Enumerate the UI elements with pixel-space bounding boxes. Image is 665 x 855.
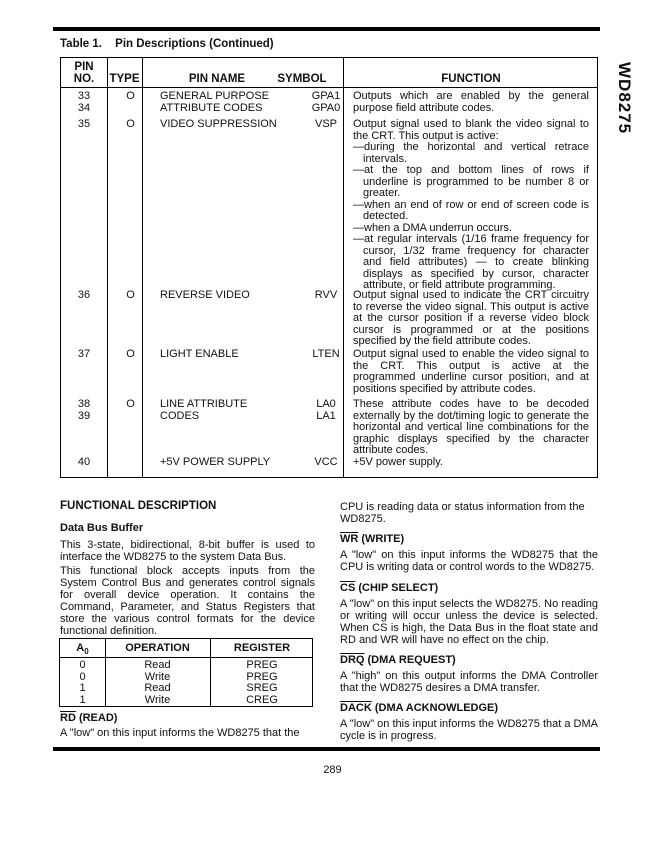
- op-table-row: [60, 671, 312, 683]
- cont-text: CPU is reading data or status information from the WD8275.: [340, 501, 585, 525]
- function-line: —at regular intervals (1/16 frame frequency for cursor, 1/32 frame frequency for character and field attributes) — to create blinking displays as specified by cursor, character attribute, or field attribute programming.: [353, 233, 589, 291]
- function-line: These attribute codes have to be decoded externally by the dot/timing logic to generate the horizontal and vertical line combinations for the graphic displays specified by the character attribute codes.: [353, 398, 589, 456]
- function-line: Output signal used to indicate the CRT circuitry to reverse the video signal. This output is active at the cursor position if a reverse video block cursor is programmed or at the positions specified by the field attribute codes.: [353, 289, 589, 347]
- data-bus-heading: Data Bus Buffer: [60, 522, 144, 534]
- op-table-cell: PREG: [246, 670, 278, 683]
- rd-text: A "low" on this input informs the WD8275 that the: [60, 727, 300, 739]
- pin-symbol: VCC: [314, 456, 338, 468]
- drq-heading: $\overline{DRQ}$ (DMA REQUEST): [340, 654, 456, 666]
- pin-number: 35: [77, 118, 91, 130]
- op-table-cell: Read: [144, 659, 171, 671]
- header-pin-name: PIN NAME: [188, 73, 246, 85]
- header-function: FUNCTION: [441, 73, 501, 85]
- pin-number: 40: [77, 456, 91, 468]
- function-line: —at the top and bottom lines of rows if underline is programmed to be number 8 or greater.: [353, 164, 589, 199]
- pin-name: REVERSE VIDEO: [160, 289, 250, 301]
- op-header-register: REGISTER: [233, 642, 291, 654]
- header-pin-no: PIN NO.: [73, 61, 95, 85]
- function-line: —when an end of row or end of screen code is detected.: [353, 198, 589, 222]
- pin-type: O: [126, 398, 135, 410]
- op-table-row: [60, 659, 312, 671]
- function-line: Outputs which are enabled by the general purpose field attribute codes.: [353, 90, 589, 114]
- cs-heading: $\overline{CS}$ (CHIP SELECT): [340, 582, 439, 594]
- header-type: TYPE: [109, 73, 140, 85]
- pin-symbol: LA0 LA1: [316, 398, 336, 422]
- pin-symbol: RVV: [314, 289, 338, 301]
- op-table-cell: Read: [144, 682, 171, 694]
- header-symbol: SYMBOL: [277, 73, 327, 85]
- pin-name: LINE ATTRIBUTE CODES: [160, 398, 248, 422]
- op-table-cell: 1: [79, 682, 86, 694]
- side-title: WD8275: [615, 62, 634, 135]
- pin-name: LIGHT ENABLE: [160, 348, 239, 360]
- op-table-cell: Write: [144, 693, 171, 706]
- data-bus-para1: This 3-state, bidirectional, 8-bit buffer is used to interface the WD8275 to the system Data Bus.: [60, 539, 315, 563]
- function-line: +5V power supply.: [353, 456, 443, 468]
- functional-description-heading: FUNCTIONAL DESCRIPTION: [60, 500, 217, 512]
- op-header-operation: OPERATION: [125, 642, 190, 654]
- op-table-cell: 0: [79, 659, 86, 671]
- pin-function: [353, 457, 589, 469]
- pin-number: 33 34: [77, 90, 91, 114]
- op-table-row: [60, 694, 312, 706]
- pin-type: O: [126, 118, 135, 130]
- table-caption: [60, 38, 284, 50]
- op-table-cell: SREG: [246, 682, 278, 694]
- op-table-cell: 0: [79, 670, 86, 683]
- pin-type: O: [126, 90, 135, 102]
- pin-function: [353, 290, 589, 348]
- pin-number: 36: [77, 289, 91, 301]
- drq-text: A "high" on this output informs the DMA Controller that the WD8275 desires a DMA transfer.: [340, 670, 598, 694]
- bottom-rule: [53, 747, 600, 751]
- pin-symbol: GPA1 GPA0: [311, 90, 341, 114]
- pin-function: [353, 399, 589, 457]
- dack-heading: DACK (DMA ACKNOWLEDGE): [340, 702, 499, 714]
- function-line: Output signal used to blank the video signal to the CRT. This output is active:: [353, 118, 589, 142]
- rd-heading: $\overline{RD}$ (READ): [60, 712, 118, 724]
- function-line: Output signal used to enable the video signal to the CRT. This output is active at the programmed underline cursor position, and at positions specified by attribute codes.: [353, 348, 589, 395]
- operation-table: [59, 638, 313, 707]
- op-header-a0: $A_0$: [76, 642, 89, 657]
- table-title: Pin Descriptions (Continued): [115, 38, 274, 50]
- page-number: 289: [323, 764, 342, 776]
- pin-number: 37: [77, 348, 91, 360]
- op-table-row: [60, 682, 312, 694]
- table-number: Table 1.: [60, 38, 102, 50]
- pin-name: VIDEO SUPPRESSION: [160, 118, 277, 130]
- pin-name: +5V POWER SUPPLY: [160, 456, 271, 468]
- op-table-cell: PREG: [246, 659, 278, 671]
- pin-table: [60, 57, 598, 478]
- wr-heading: $\overline{WR}$ (WRITE): [340, 533, 405, 545]
- cs-text: A "low" on this input selects the WD8275. No reading or writing will occur unless the device is selected. When CS is high, the Data Bus in the float state and RD and WR will have no effect on the chip.: [340, 598, 598, 646]
- op-table-cell: 1: [79, 693, 86, 706]
- op-table-cell: CREG: [246, 693, 278, 706]
- function-line: —during the horizontal and vertical retrace intervals.: [353, 141, 589, 165]
- pin-symbol: LTEN: [312, 348, 340, 360]
- pin-type: O: [126, 348, 135, 360]
- pin-symbol: VSP: [314, 118, 337, 130]
- wr-text: A "low" on this input informs the WD8275 that the CPU is writing data or control words to the WD8275.: [340, 549, 598, 573]
- pin-number: 38 39: [77, 398, 91, 422]
- data-bus-para2: This functional block accepts inputs from the System Control Bus and generates control signals for overall device operation. It contains the Command, Parameter, and Status Registers that store the various control formats for the device functional definition.: [60, 565, 315, 637]
- pin-type: O: [126, 289, 135, 301]
- top-rule: [53, 27, 600, 31]
- function-line: —when a DMA underrun occurs.: [353, 221, 512, 234]
- op-table-cell: Write: [144, 670, 171, 683]
- pin-function: [353, 91, 589, 114]
- pin-function: [353, 119, 589, 292]
- dack-text: A "low" on this input informs the WD8275 that a DMA cycle is in progress.: [340, 718, 598, 742]
- pin-name: GENERAL PURPOSE ATTRIBUTE CODES: [160, 90, 270, 114]
- pin-function: [353, 349, 589, 395]
